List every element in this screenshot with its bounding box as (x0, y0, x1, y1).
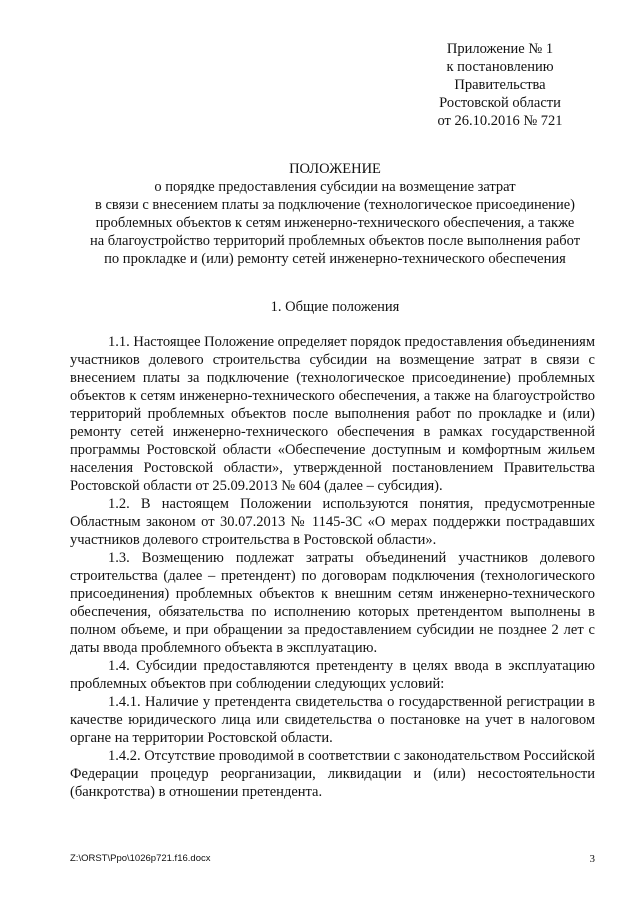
title-line: проблемных объектов к сетям инженерно-технического обеспечения, а также (95, 215, 575, 231)
appendix-line: Приложение № 1 (446, 41, 554, 57)
paragraph-1-3: 1.3. Возмещению подлежат затраты объединений участников долевого строительства (далее – претендент) по договорам подключения (технологического присоединения) проблемных объектов к внешним сетям инженерно-технического обеспечения, обязательства по исполнению которых претендентом выполнены в полном объеме, и при обращении за предоставлением субсидии не позднее 2 лет с даты ввода проблемного объекта в эксплуатацию. (70, 550, 595, 656)
paragraph-1-2: 1.2. В настоящем Положении используются понятия, предусмотренные Областным законом от 30.07.2013 № 1145-ЗС «О мерах поддержки пострадавших участников долевого строительства в Ростовской области». (70, 496, 595, 548)
paragraph-1-4-2: 1.4.2. Отсутствие проводимой в соответствии с законодательством Российской Федерации процедур реорганизации, ликвидации и (или) несостоятельности (банкротства) в отношении претендента. (70, 748, 595, 800)
title-line: на благоустройство территорий проблемных объектов после выполнения работ (89, 233, 581, 249)
section-heading: 1. Общие положения (270, 299, 400, 315)
appendix-block (400, 40, 600, 130)
page-number: 3 (589, 853, 595, 865)
appendix-line: Правительства (454, 77, 546, 93)
document-body (70, 333, 595, 801)
appendix-line: Ростовской области (439, 95, 561, 111)
title-line: по прокладке и (или) ремонту сетей инженерно-технического обеспечения (104, 251, 566, 267)
title-line: о порядке предоставления субсидии на возмещение затрат (154, 179, 516, 195)
file-path: Z:\ORST\Ppo\1026p721.f16.docx (70, 853, 211, 864)
title-line: в связи с внесением платы за подключение (технологическое присоединение) (95, 197, 575, 213)
paragraph-1-1: 1.1. Настоящее Положение определяет порядок предоставления объединениям участников долевого строительства субсидии на возмещение затрат в связи с внесением платы за подключение (технологическое присоединение) проблемных объектов к сетям инженерно-технического обеспечения, а также на благоустройство территорий проблемных объектов после выполнения работ по прокладке и (или) ремонту сетей инженерно-технического обеспечения в рамках государственной программы Ростовской области «Обеспечение доступным и комфортным жильем населения Ростовской области», утвержденной постановлением Правительства Ростовской области от 25.09.2013 № 604 (далее – субсидия). (70, 334, 595, 494)
paragraph-1-4-1: 1.4.1. Наличие у претендента свидетельства о государственной регистрации в качестве юридического лица или свидетельства о постановке на учет в налоговом органе на территории Ростовской области. (70, 694, 595, 746)
appendix-line: к постановлению (446, 59, 554, 75)
title-heading: ПОЛОЖЕНИЕ (289, 161, 381, 177)
document-title (60, 160, 610, 268)
paragraph-1-4: 1.4. Субсидии предоставляются претенденту в целях ввода в эксплуатацию проблемных объектов при соблюдении следующих условий: (70, 658, 595, 692)
appendix-line: от 26.10.2016 № 721 (437, 113, 563, 129)
